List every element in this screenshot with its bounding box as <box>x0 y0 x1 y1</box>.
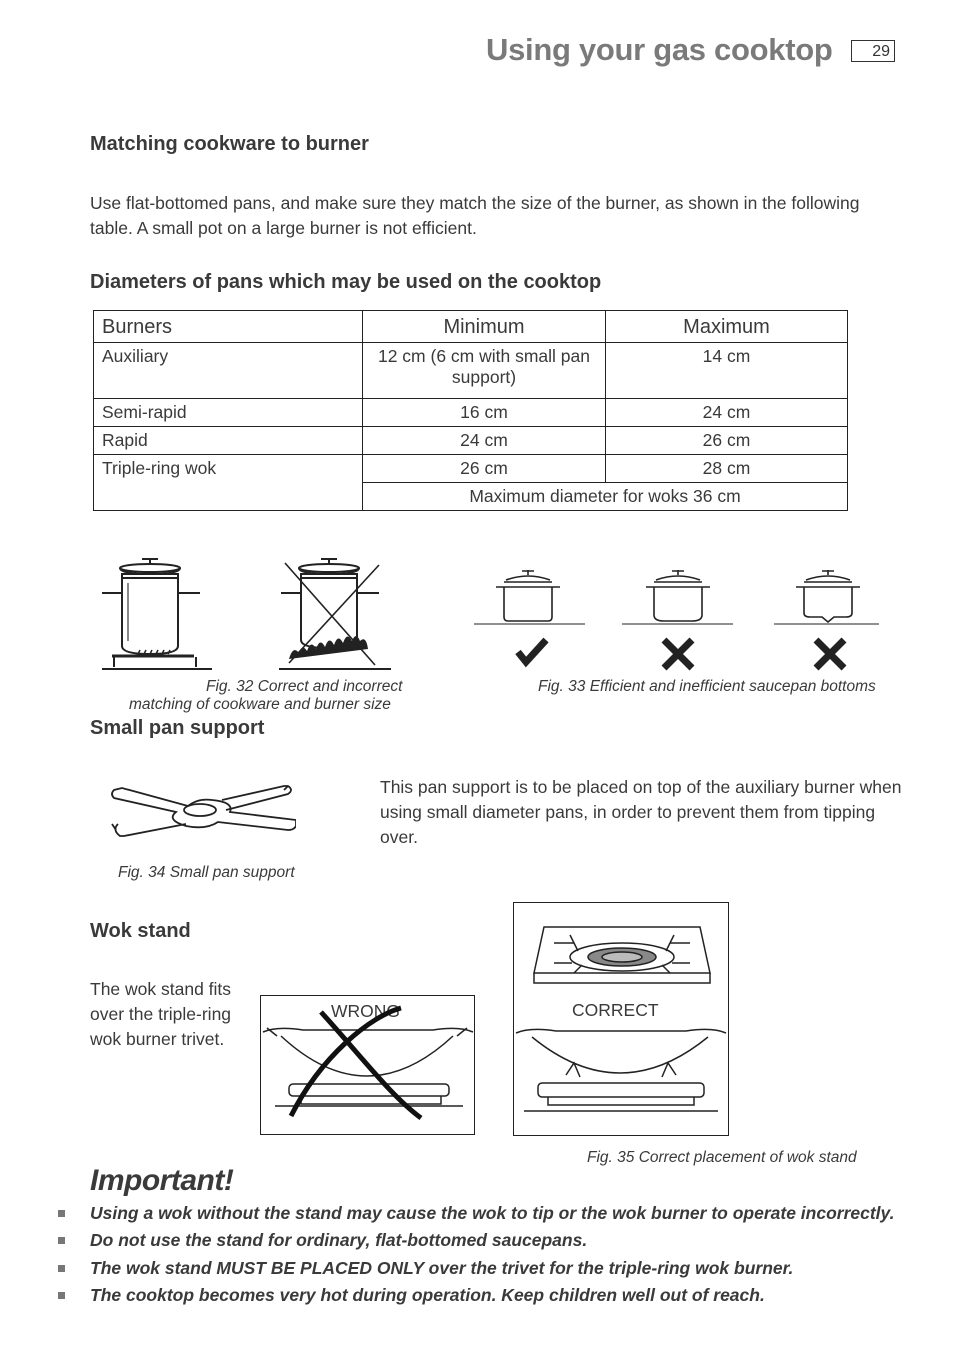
table-cell: Auxiliary <box>94 343 363 399</box>
table-cell: 26 cm <box>363 455 606 483</box>
matching-paragraph: Use flat-bottomed pans, and make sure they match the size of the burner, as shown in the following table. A small pot on a large burner is not efficient. <box>90 193 860 238</box>
wok-wrong-illustration <box>261 996 474 1134</box>
page-number: 29 <box>851 40 895 62</box>
list-item-text: The wok stand MUST BE PLACED ONLY over the trivet for the triple-ring wok burner. <box>90 1257 794 1278</box>
inefficient-saucepan-illustration-1 <box>622 568 734 672</box>
small-pan-support-paragraph: This pan support is to be placed on top of the auxiliary burner when using small diameter pans, in order to prevent them from tipping over. <box>380 777 902 847</box>
list-item <box>58 1282 938 1309</box>
inefficient-saucepan-illustration-2 <box>772 568 884 672</box>
small-pan-support-illustration <box>104 780 296 850</box>
fig33-caption: Fig. 33 Efficient and inefficient saucepan bottoms <box>538 678 876 695</box>
table-cell: 14 cm <box>606 343 848 399</box>
table-cell: 16 cm <box>363 399 606 427</box>
table-row <box>94 427 848 455</box>
incorrect-pot-illustration <box>275 555 400 673</box>
table-row <box>94 399 848 427</box>
wok-wrong-box <box>260 995 475 1135</box>
bullet-square-icon <box>58 1237 65 1244</box>
table-row <box>94 343 848 399</box>
table-row <box>94 455 848 483</box>
wok-note-cell: Maximum diameter for woks 36 cm <box>363 483 848 511</box>
bullet-square-icon <box>58 1210 65 1217</box>
important-list <box>58 1200 938 1309</box>
fig32-caption-line1: Fig. 32 Correct and incorrect <box>206 678 403 695</box>
list-item-text: Do not use the stand for ordinary, flat-bottomed saucepans. <box>90 1230 588 1251</box>
table-header-row <box>94 311 848 343</box>
correct-pot-illustration <box>98 555 228 673</box>
list-item-text: Using a wok without the stand may cause the wok to tip or the wok burner to operate incorrectly. <box>90 1203 895 1223</box>
list-item <box>58 1255 938 1282</box>
table-cell: 24 cm <box>363 427 606 455</box>
list-item <box>58 1200 938 1227</box>
table-cell: 24 cm <box>606 399 848 427</box>
table-cell: Semi-rapid <box>94 399 363 427</box>
table-cell: Triple-ring wok <box>94 455 363 511</box>
page-title: Using your gas cooktop <box>486 32 833 67</box>
section-heading-wok-stand: Wok stand <box>90 920 191 942</box>
table-header-cell: Minimum <box>363 311 606 343</box>
fig32-caption-line2: matching of cookware and burner size <box>129 696 391 713</box>
fig35-caption: Fig. 35 Correct placement of wok stand <box>587 1149 857 1166</box>
efficient-saucepan-illustration <box>474 568 586 672</box>
table-cell: 26 cm <box>606 427 848 455</box>
wok-correct-box <box>513 902 729 1136</box>
fig34-caption: Fig. 34 Small pan support <box>118 864 295 881</box>
wok-stand-top-illustration <box>514 903 728 993</box>
section-heading-diameters: Diameters of pans which may be used on the cooktop <box>90 271 602 293</box>
wok-stand-paragraph: The wok stand fits over the triple-ring wok burner trivet. <box>90 979 232 1049</box>
section-heading-matching: Matching cookware to burner <box>90 133 369 155</box>
section-heading-small-pan-support: Small pan support <box>90 717 265 739</box>
table-cell: 12 cm (6 cm with small pan support) <box>363 343 606 399</box>
list-item <box>58 1227 938 1254</box>
correct-label: CORRECT <box>572 1000 659 1020</box>
bullet-square-icon <box>58 1265 65 1272</box>
table-header-cell: Maximum <box>606 311 848 343</box>
wok-correct-illustration <box>514 1023 728 1133</box>
pan-diameter-table <box>93 310 848 511</box>
table-cell: Rapid <box>94 427 363 455</box>
bullet-square-icon <box>58 1292 65 1299</box>
list-item-text: The cooktop becomes very hot during operation. Keep children well out of reach. <box>90 1284 765 1305</box>
wrong-label: WRONG <box>331 1001 401 1021</box>
table-header-cell: Burners <box>94 311 363 343</box>
important-heading: Important! <box>90 1164 234 1197</box>
table-cell: 28 cm <box>606 455 848 483</box>
